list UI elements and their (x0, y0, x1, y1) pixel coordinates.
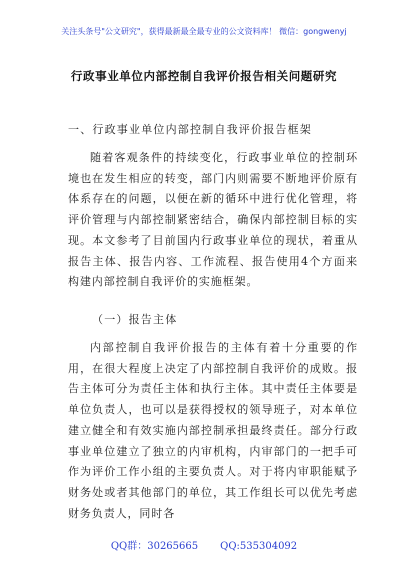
document-title: 行政事业单位内部控制自我评价报告相关问题研究 (70, 69, 338, 83)
sub-heading: （一）报告主体 (92, 313, 178, 326)
section-heading: 一、行政事业单位内部控制自我评价报告框架 (68, 123, 312, 136)
qq-number: QQ:535304092 (220, 541, 298, 552)
qq-group-number: QQ群：30265665 (110, 541, 199, 552)
body-paragraph-2: 内部控制自我评价报告的主体有着十分重要的作用，在很大程度上决定了内部控制自我评价的成败。报告主体可分为责任主体和执行主体。其中责任主体要是单位负责人，也可以是获得授权的领导班子，对本单位建立健全和有效实施内部控制承担最终责任。部分行政事业单位建立了独立的内审机构，内审部门的一把手可作为评价工作小组的主要负责人。对于将内审职能赋予财务处或者其他部门的单位，其工作组长可以优先考虑财务负责人，同时各 (68, 341, 358, 520)
body-paragraph-1: 随着客观条件的持续变化，行政事业单位的控制环境也在发生相应的转变，部门内则需要不断地评价原有体系存在的问题，以便在新的循环中进行优化管理，将评价管理与内部控制紧密结合，确保内部控制目标的实现。本文参考了目前国内行政事业单位的现状，着重从报告主体、报告内容、工作流程、报告使用4个方面来构建内部控制自我评价的实施框架。 (68, 151, 358, 289)
contact-footer (0, 537, 408, 552)
promo-banner: 关注头条号"公文研究"，获得最新最全最专业的公文资料库！ 微信：gongwenyj (61, 27, 347, 36)
